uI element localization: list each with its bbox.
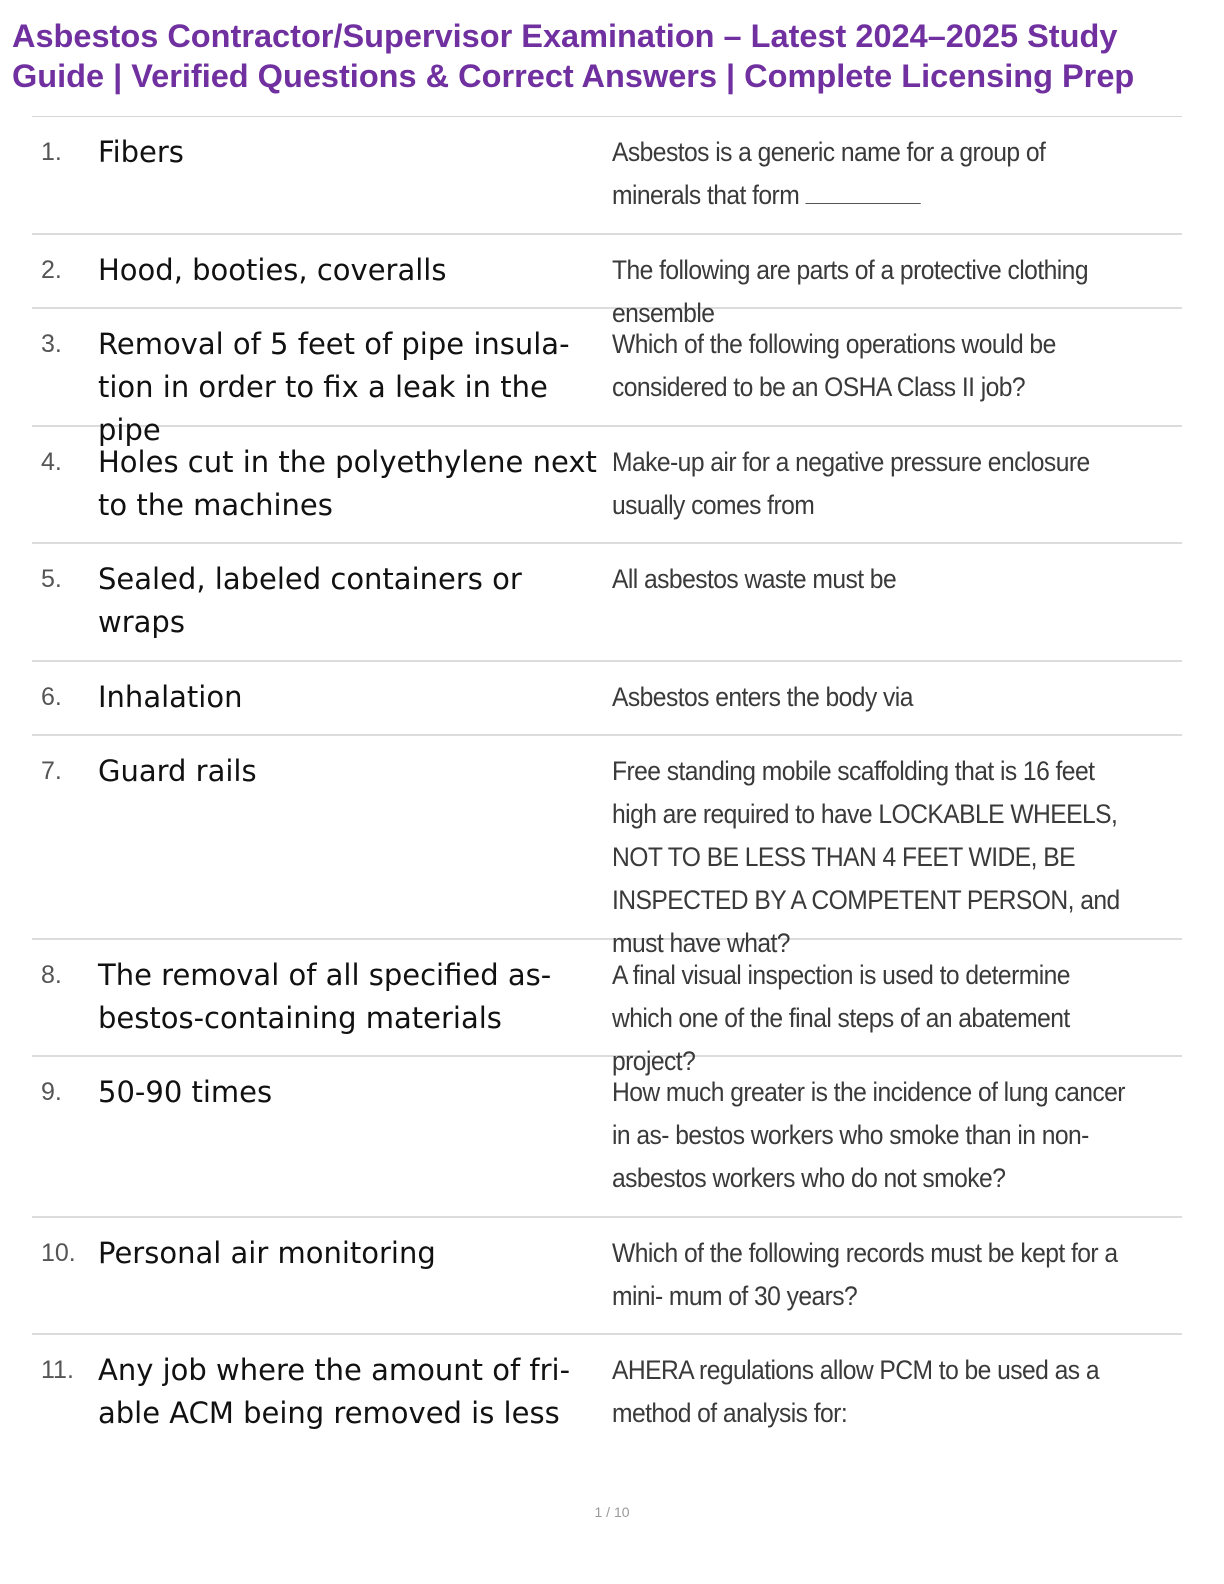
flashcard-row xyxy=(32,662,1182,736)
card-number: 3. xyxy=(41,330,62,358)
flashcard-row xyxy=(32,544,1182,662)
card-definition: The following are parts of a protective clothing ensemble xyxy=(612,255,1088,328)
card-term: Holes cut in the polyethylene next to the machines xyxy=(98,445,597,522)
card-term: Personal air monitoring xyxy=(98,1236,436,1270)
card-number: 5. xyxy=(41,565,62,593)
flashcard-row xyxy=(32,1057,1182,1218)
card-number: 1. xyxy=(41,138,62,166)
card-definition: Which of the following operations would be considered to be an OSHA Class II job? xyxy=(612,329,1056,402)
fill-in-blank xyxy=(805,177,920,204)
card-number: 7. xyxy=(41,757,62,785)
card-term: Sealed, labeled containers or wraps xyxy=(98,562,522,639)
card-number: 8. xyxy=(41,961,62,989)
card-definition: All asbestos waste must be xyxy=(612,564,897,594)
card-definition-text: Asbestos is a generic name for a group of minerals that form xyxy=(612,137,1046,210)
card-number: 2. xyxy=(41,256,62,284)
flashcard-row xyxy=(32,235,1182,328)
card-definition xyxy=(612,131,1142,217)
card-definition: Asbestos enters the body via xyxy=(612,682,913,712)
flashcard-row xyxy=(32,940,1182,1076)
card-term: 50-90 times xyxy=(98,1075,273,1109)
card-number: 10. xyxy=(41,1239,76,1267)
card-term: Fibers xyxy=(98,135,184,169)
flashcard-row xyxy=(32,736,1182,958)
card-term: Any job where the amount of fri- able ACM being removed is less xyxy=(98,1353,571,1430)
flashcard-row xyxy=(32,427,1182,544)
card-term: Guard rails xyxy=(98,754,257,788)
flashcard-row xyxy=(32,1218,1182,1335)
card-term: Hood, booties, coveralls xyxy=(98,253,447,287)
card-definition: Free standing mobile scaffolding that is 16 feet high are required to have LOCKABLE WHEELS, NOT TO BE LESS THAN 4 FEET WIDE, BE INSPECTED BY A COMPETENT PERSON, and must have what? xyxy=(612,756,1120,958)
card-definition: A final visual inspection is used to determine which one of the final steps of an abatement project? xyxy=(612,960,1070,1076)
card-definition: Which of the following records must be kept for a mini- mum of 30 years? xyxy=(612,1238,1118,1311)
flashcard-list xyxy=(32,116,1182,1445)
card-number: 9. xyxy=(41,1078,62,1106)
card-term: The removal of all specified as- bestos-containing materials xyxy=(98,958,552,1035)
card-number: 11. xyxy=(41,1356,74,1384)
flashcard-row xyxy=(32,1335,1182,1445)
page-number: 1 / 10 xyxy=(594,1504,630,1520)
card-number: 4. xyxy=(41,448,62,476)
card-term: Inhalation xyxy=(98,680,243,714)
flashcard-row xyxy=(32,309,1182,447)
card-definition: Make-up air for a negative pressure enclosure usually comes from xyxy=(612,447,1090,520)
document-title: Asbestos Contractor/Supervisor Examination – Latest 2024–2025 Study Guide | Verified Questions & Correct Answers | Complete Licensing Prep xyxy=(12,18,1135,94)
card-definition: How much greater is the incidence of lung cancer in as- bestos workers who smoke than in non-asbestos workers who do not smoke? xyxy=(612,1077,1125,1193)
card-definition: AHERA regulations allow PCM to be used as a method of analysis for: xyxy=(612,1355,1099,1428)
card-term: Removal of 5 feet of pipe insula- tion in order to fix a leak in the pipe xyxy=(98,327,570,447)
card-number: 6. xyxy=(41,683,62,711)
flashcard-row xyxy=(32,117,1182,235)
